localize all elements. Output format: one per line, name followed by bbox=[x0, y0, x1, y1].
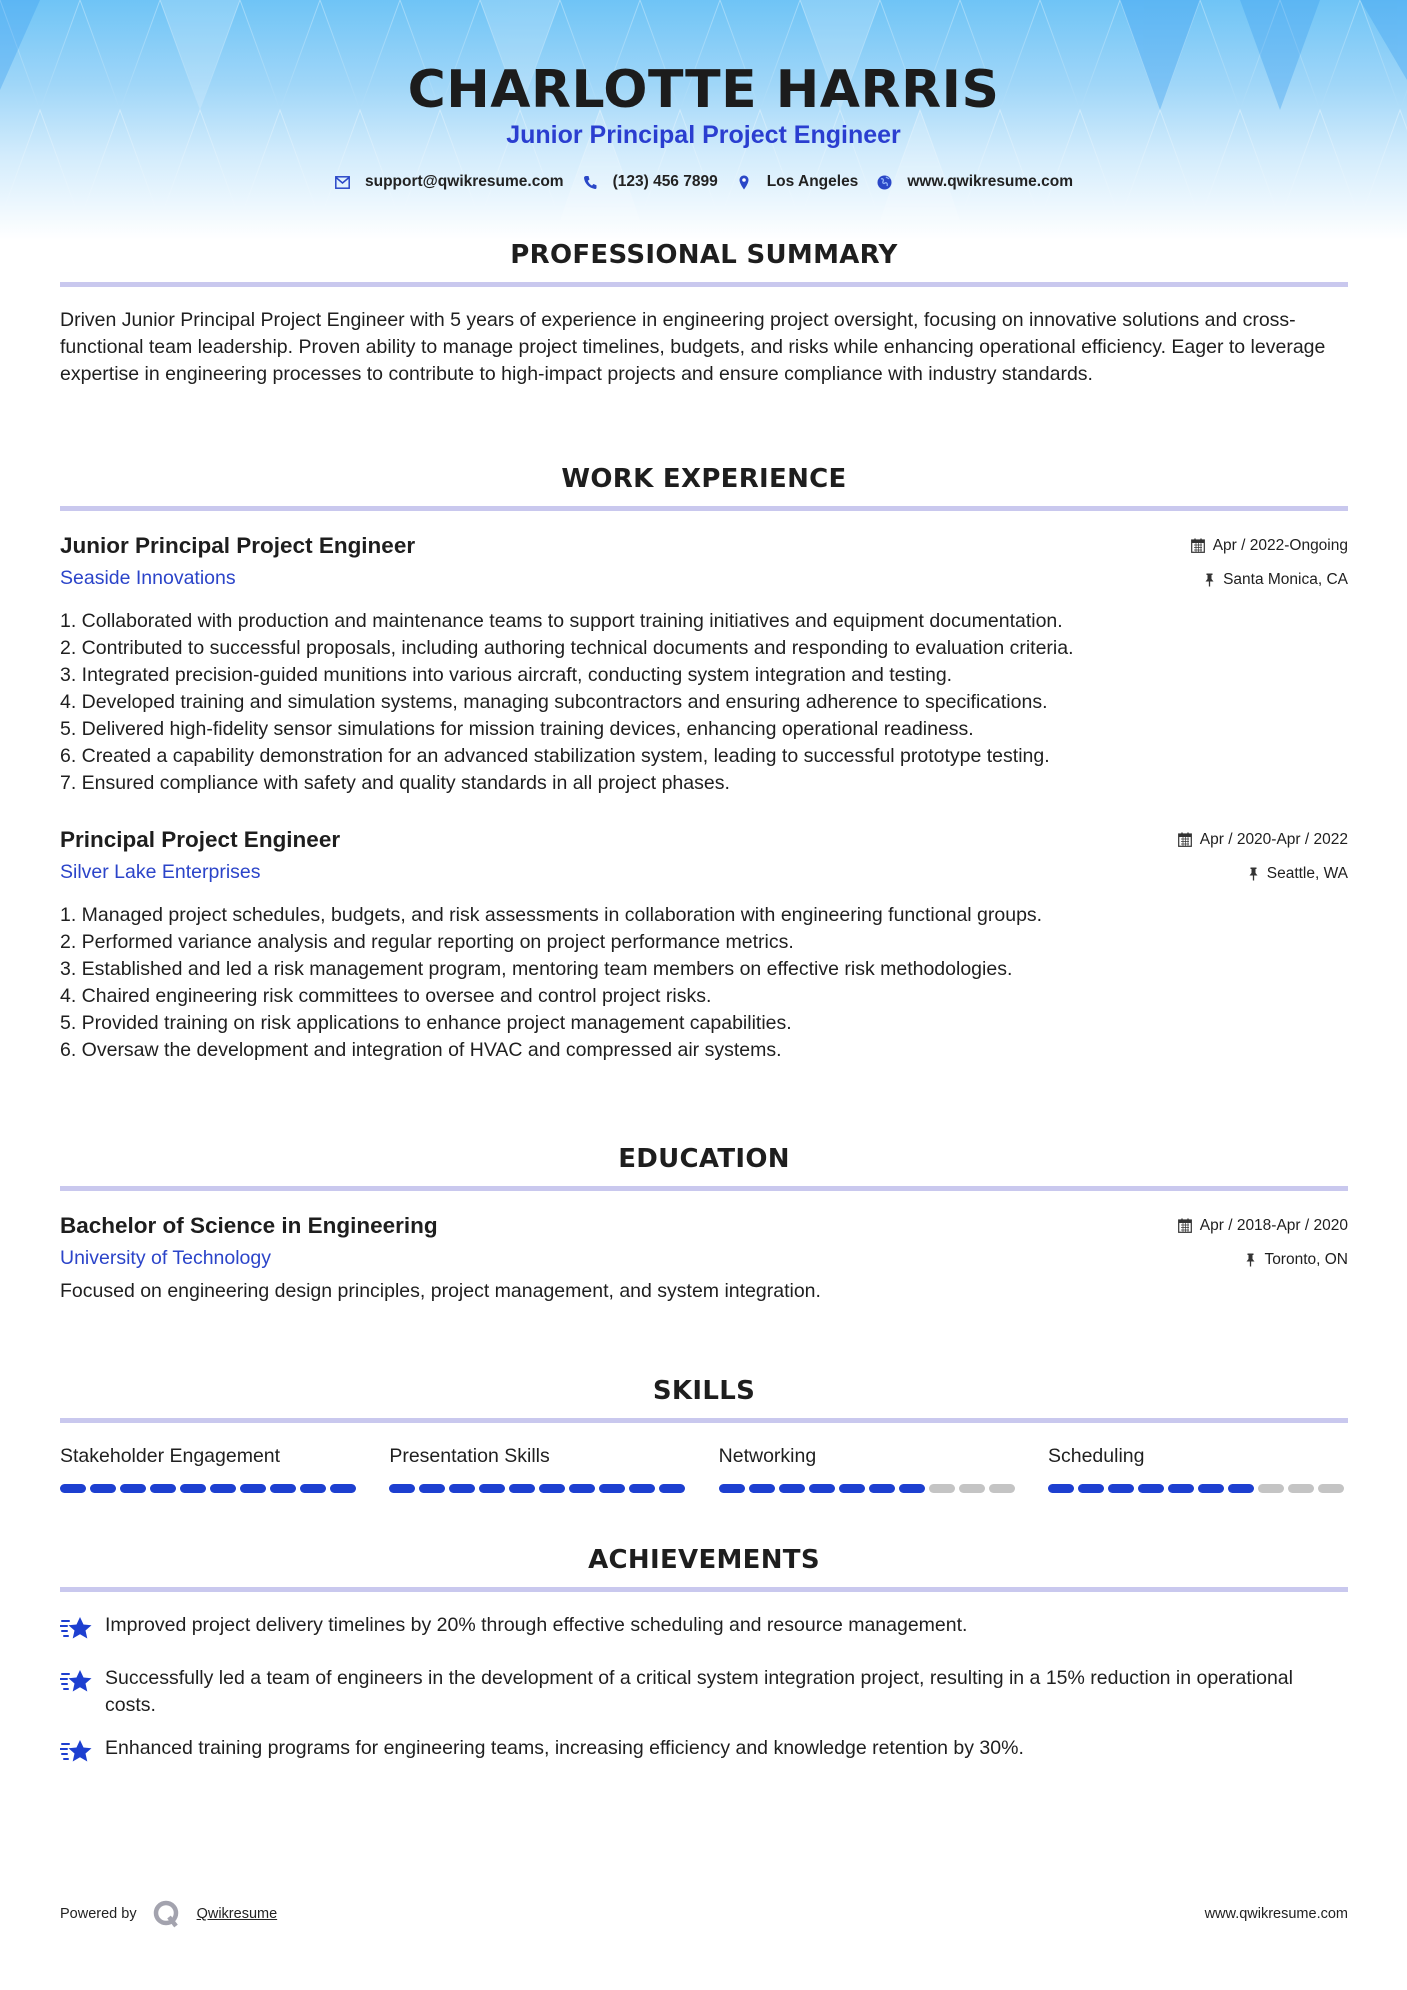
skill-level-bar bbox=[1048, 1484, 1348, 1493]
skill-level-bar bbox=[389, 1484, 689, 1493]
calendar-icon bbox=[1191, 538, 1205, 553]
pushpin-icon bbox=[1248, 867, 1259, 881]
achievement-item: Enhanced training programs for engineering teams, increasing efficiency and knowledge retention by 30%. bbox=[60, 1735, 1348, 1772]
skill-segment-filled bbox=[869, 1484, 895, 1493]
bullet-item: 5. Delivered high-fidelity sensor simulations for mission training devices, enhancing operational readiness. bbox=[60, 718, 974, 740]
skill-segment-empty bbox=[1318, 1484, 1344, 1493]
phone-icon bbox=[582, 174, 598, 190]
skill-segment-filled bbox=[1198, 1484, 1224, 1493]
qwikresume-logo-icon bbox=[153, 1900, 181, 1928]
bullet-item: 3. Integrated precision-guided munitions into various aircraft, conducting system integration and testing. bbox=[60, 664, 953, 686]
skill-segment-filled bbox=[599, 1484, 625, 1493]
bullet-item: 1. Managed project schedules, budgets, and risk assessments in collaboration with engineering functional groups. bbox=[60, 904, 1043, 926]
skill-segment-empty bbox=[929, 1484, 955, 1493]
section-title-skills: SKILLS bbox=[652, 1376, 756, 1406]
skill-item bbox=[719, 1445, 1019, 1493]
bullet-item: 2. Contributed to successful proposals, including authoring technical documents and responding to evaluation criteria. bbox=[60, 637, 1074, 659]
bullet-item: 6. Created a capability demonstration for an advanced stabilization system, leading to successful prototype testing. bbox=[60, 745, 1050, 767]
education-description: Focused on engineering design principles, project management, and system integration. bbox=[60, 1280, 821, 1302]
skill-level-bar bbox=[719, 1484, 1019, 1493]
job-dates: Apr / 2020-Apr / 2022 bbox=[1178, 831, 1348, 849]
skill-segment-filled bbox=[659, 1484, 685, 1493]
footer bbox=[60, 1900, 1348, 1928]
skills-section bbox=[60, 1376, 1348, 1493]
skill-level-bar bbox=[60, 1484, 360, 1493]
shooting-star-icon bbox=[60, 1615, 94, 1649]
section-title-experience: WORK EXPERIENCE bbox=[561, 464, 847, 494]
job-bullets bbox=[60, 902, 1348, 1064]
skill-segment-filled bbox=[419, 1484, 445, 1493]
skill-segment-filled bbox=[809, 1484, 835, 1493]
job-entry bbox=[60, 533, 1348, 797]
bullet-item: 2. Performed variance analysis and regular reporting on project performance metrics. bbox=[60, 931, 794, 953]
bullet-item: 4. Developed training and simulation systems, managing subcontractors and ensuring adherence to specifications. bbox=[60, 691, 1048, 713]
skill-segment-filled bbox=[240, 1484, 266, 1493]
skill-segment-filled bbox=[1108, 1484, 1134, 1493]
skill-name: Stakeholder Engagement bbox=[60, 1445, 281, 1467]
skill-segment-empty bbox=[959, 1484, 985, 1493]
footer-website[interactable]: www.qwikresume.com bbox=[1204, 1906, 1348, 1922]
skill-segment-filled bbox=[749, 1484, 775, 1493]
company-name: Silver Lake Enterprises bbox=[60, 861, 261, 883]
education-entry bbox=[60, 1213, 1348, 1305]
contact-location: Los Angeles bbox=[736, 173, 859, 191]
skill-segment-filled bbox=[1228, 1484, 1254, 1493]
company-name: Seaside Innovations bbox=[60, 567, 236, 589]
powered-by: Powered by Qwikresume bbox=[60, 1900, 277, 1928]
contact-email[interactable]: support@qwikresume.com bbox=[334, 173, 564, 191]
section-title-summary: PROFESSIONAL SUMMARY bbox=[510, 240, 898, 270]
skill-item bbox=[389, 1445, 689, 1493]
section-title-achievements: ACHIEVEMENTS bbox=[588, 1545, 820, 1575]
skill-segment-filled bbox=[509, 1484, 535, 1493]
section-divider bbox=[60, 282, 1348, 287]
skill-segment-filled bbox=[90, 1484, 116, 1493]
contact-website[interactable]: www.qwikresume.com bbox=[876, 173, 1073, 191]
skill-segment-filled bbox=[270, 1484, 296, 1493]
school-name: University of Technology bbox=[60, 1247, 271, 1269]
section-title-education: EDUCATION bbox=[618, 1144, 790, 1174]
contact-bar bbox=[0, 173, 1407, 191]
skill-name: Presentation Skills bbox=[389, 1445, 550, 1467]
skill-segment-filled bbox=[449, 1484, 475, 1493]
job-entry bbox=[60, 827, 1348, 1064]
achievements-section bbox=[60, 1545, 1348, 1788]
job-bullets bbox=[60, 608, 1348, 797]
job-dates: Apr / 2022-Ongoing bbox=[1191, 537, 1348, 555]
degree-title: Bachelor of Science in Engineering bbox=[60, 1213, 438, 1238]
achievement-item: Improved project delivery timelines by 20% through effective scheduling and resource management. bbox=[60, 1612, 1348, 1649]
resume-header bbox=[0, 0, 1407, 240]
achievements-list bbox=[60, 1612, 1348, 1772]
skill-segment-filled bbox=[210, 1484, 236, 1493]
skill-segment-filled bbox=[60, 1484, 86, 1493]
section-divider bbox=[60, 1587, 1348, 1592]
skill-segment-filled bbox=[539, 1484, 565, 1493]
skill-segment-filled bbox=[1168, 1484, 1194, 1493]
bullet-item: 6. Oversaw the development and integration of HVAC and compressed air systems. bbox=[60, 1039, 782, 1061]
map-pin-icon bbox=[736, 174, 752, 190]
skill-segment-filled bbox=[479, 1484, 505, 1493]
skill-segment-filled bbox=[300, 1484, 326, 1493]
experience-section bbox=[60, 464, 1348, 1064]
shooting-star-icon bbox=[60, 1668, 94, 1702]
job-location: Seattle, WA bbox=[1248, 865, 1348, 883]
contact-phone[interactable]: (123) 456 7899 bbox=[582, 173, 718, 191]
skill-segment-filled bbox=[1078, 1484, 1104, 1493]
achievement-item: Successfully led a team of engineers in the development of a critical system integration project, resulting in a 15% reduction in operational costs. bbox=[60, 1665, 1348, 1719]
envelope-icon bbox=[334, 174, 350, 190]
summary-text: Driven Junior Principal Project Engineer with 5 years of experience in engineering project oversight, focusing on innovative solutions and cross-functional team leadership. Proven ability to manage project timelines, budgets, and risks while enhancing operational efficiency. Eager to leverage expertise in engineering processes to contribute to high-impact projects and ensure compliance with industry standards. bbox=[60, 309, 1326, 385]
skill-segment-filled bbox=[629, 1484, 655, 1493]
bullet-item: 3. Established and led a risk management program, mentoring team members on effective risk methodologies. bbox=[60, 958, 1013, 980]
section-divider bbox=[60, 1186, 1348, 1191]
pushpin-icon bbox=[1245, 1253, 1256, 1267]
skill-item bbox=[1048, 1445, 1348, 1493]
qwikresume-link[interactable]: Qwikresume bbox=[196, 1906, 278, 1922]
skill-segment-empty bbox=[1288, 1484, 1314, 1493]
bullet-item: 1. Collaborated with production and maintenance teams to support training initiatives and equipment documentation. bbox=[60, 610, 1063, 632]
skills-list bbox=[60, 1445, 1348, 1493]
skill-segment-filled bbox=[1048, 1484, 1074, 1493]
skill-segment-filled bbox=[569, 1484, 595, 1493]
education-section bbox=[60, 1144, 1348, 1305]
education-location: Toronto, ON bbox=[1245, 1251, 1348, 1269]
skill-segment-empty bbox=[1258, 1484, 1284, 1493]
bullet-item: 4. Chaired engineering risk committees to oversee and control project risks. bbox=[60, 985, 712, 1007]
skill-segment-filled bbox=[1138, 1484, 1164, 1493]
job-location: Santa Monica, CA bbox=[1204, 571, 1348, 589]
skill-segment-filled bbox=[150, 1484, 176, 1493]
job-title: Junior Principal Project Engineer bbox=[60, 533, 416, 558]
skill-segment-empty bbox=[989, 1484, 1015, 1493]
bullet-item: 5. Provided training on risk applications to enhance project management capabilities. bbox=[60, 1012, 792, 1034]
skill-item bbox=[60, 1445, 360, 1493]
skill-segment-filled bbox=[899, 1484, 925, 1493]
skill-segment-filled bbox=[120, 1484, 146, 1493]
skill-segment-filled bbox=[779, 1484, 805, 1493]
job-title: Principal Project Engineer bbox=[60, 827, 341, 852]
candidate-name: CHARLOTTE HARRIS bbox=[407, 60, 1000, 120]
shooting-star-icon bbox=[60, 1738, 94, 1772]
candidate-role: Junior Principal Project Engineer bbox=[506, 121, 901, 149]
skill-segment-filled bbox=[839, 1484, 865, 1493]
bullet-item: 7. Ensured compliance with safety and quality standards in all project phases. bbox=[60, 772, 730, 794]
summary-section bbox=[60, 240, 1348, 388]
skill-segment-filled bbox=[389, 1484, 415, 1493]
calendar-icon bbox=[1178, 1218, 1192, 1233]
section-divider bbox=[60, 506, 1348, 511]
skill-segment-filled bbox=[330, 1484, 356, 1493]
calendar-icon bbox=[1178, 832, 1192, 847]
skill-name: Networking bbox=[718, 1445, 817, 1467]
education-dates: Apr / 2018-Apr / 2020 bbox=[1178, 1217, 1348, 1235]
skill-segment-filled bbox=[180, 1484, 206, 1493]
skill-segment-filled bbox=[719, 1484, 745, 1493]
skill-name: Scheduling bbox=[1047, 1445, 1145, 1467]
pushpin-icon bbox=[1204, 573, 1215, 587]
globe-icon bbox=[876, 174, 892, 190]
section-divider bbox=[60, 1418, 1348, 1423]
